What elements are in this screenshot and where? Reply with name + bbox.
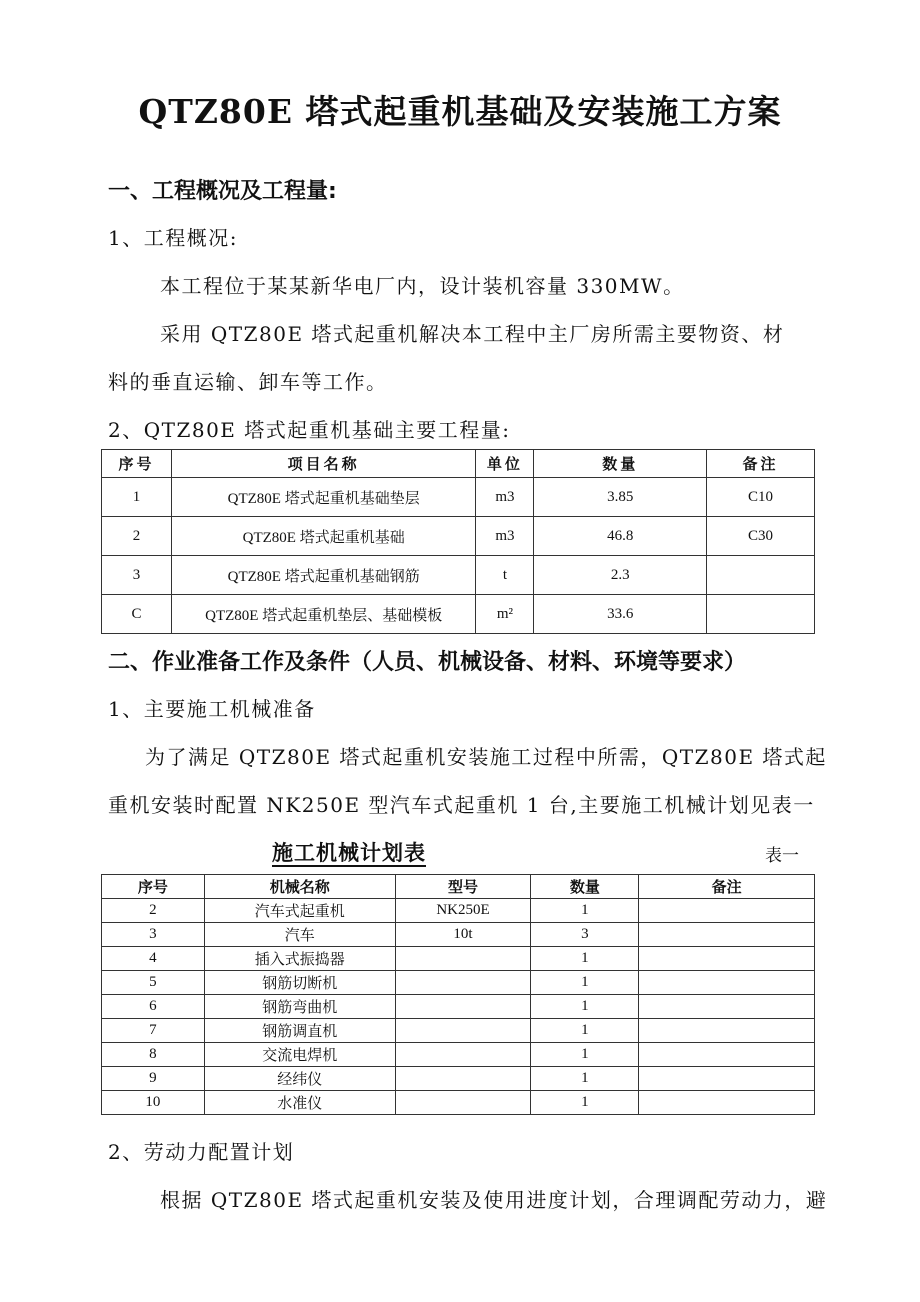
cell-model (395, 1091, 531, 1115)
cell-remark (639, 1067, 815, 1091)
paragraph-machinery-line-1: 为了满足 QTZ80E 塔式起重机安装施工过程中所需，QTZ80E 塔式起 (145, 745, 827, 769)
col-header-item: 项目名称 (171, 450, 476, 478)
cell-machine-name: 钢筋弯曲机 (204, 995, 395, 1019)
cell-index: 8 (102, 1043, 205, 1067)
paragraph-usage-line-1: 采用 QTZ80E 塔式起重机解决本工程中主厂房所需主要物资、材 (160, 322, 785, 346)
cell-remark (639, 923, 815, 947)
table-row (102, 478, 815, 517)
col-header-machine-name: 机械名称 (204, 875, 395, 899)
cell-index: 9 (102, 1067, 205, 1091)
cell-remark (707, 595, 815, 634)
machine-plan-table (101, 874, 815, 1115)
col-header-remark: 备注 (707, 450, 815, 478)
cell-quantity: 46.8 (534, 517, 707, 556)
cell-model (395, 1067, 531, 1091)
table-row (102, 899, 815, 923)
col-header-quantity: 数量 (534, 450, 707, 478)
cell-index: 5 (102, 971, 205, 995)
cell-quantity: 1 (531, 899, 639, 923)
cell-unit: t (476, 556, 534, 595)
cell-machine-name: 插入式振捣器 (204, 947, 395, 971)
subsection-1-1-heading: 1、工程概况: (108, 226, 238, 250)
col-header-unit: 单位 (476, 450, 534, 478)
col-header-remark: 备注 (639, 875, 815, 899)
table-row (102, 1091, 815, 1115)
table-header-row (102, 450, 815, 478)
table-row (102, 947, 815, 971)
cell-quantity: 1 (531, 1019, 639, 1043)
table-row (102, 556, 815, 595)
table-row (102, 995, 815, 1019)
cell-quantity: 1 (531, 1043, 639, 1067)
cell-model: NK250E (395, 899, 531, 923)
cell-remark (639, 971, 815, 995)
col-header-index: 序号 (102, 875, 205, 899)
document-title: QTZ80E 塔式起重机基础及安装施工方案 (138, 92, 782, 131)
table-row (102, 923, 815, 947)
cell-model (395, 971, 531, 995)
cell-remark (639, 1091, 815, 1115)
cell-remark: C30 (707, 517, 815, 556)
cell-quantity: 33.6 (534, 595, 707, 634)
cell-remark (707, 556, 815, 595)
cell-machine-name: 经纬仪 (204, 1067, 395, 1091)
col-header-model: 型号 (395, 875, 531, 899)
subsection-1-2-heading: 2、QTZ80E 塔式起重机基础主要工程量: (108, 418, 511, 442)
cell-remark (639, 899, 815, 923)
table-row (102, 595, 815, 634)
cell-remark (639, 995, 815, 1019)
cell-quantity: 1 (531, 1067, 639, 1091)
cell-quantity: 3 (531, 923, 639, 947)
section-1-heading: 一、工程概况及工程量: (108, 179, 337, 204)
cell-remark (639, 1043, 815, 1067)
cell-index: 6 (102, 995, 205, 1019)
cell-unit: m² (476, 595, 534, 634)
cell-machine-name: 汽车式起重机 (204, 899, 395, 923)
cell-model (395, 1043, 531, 1067)
table-row (102, 1067, 815, 1091)
cell-item: QTZ80E 塔式起重机基础 (171, 517, 476, 556)
cell-item: QTZ80E 塔式起重机基础垫层 (171, 478, 476, 517)
cell-index: 1 (102, 478, 172, 517)
cell-item: QTZ80E 塔式起重机垫层、基础模板 (171, 595, 476, 634)
table-row (102, 1019, 815, 1043)
cell-machine-name: 汽车 (204, 923, 395, 947)
cell-index: 7 (102, 1019, 205, 1043)
cell-index: 2 (102, 517, 172, 556)
table-row (102, 517, 815, 556)
cell-model (395, 947, 531, 971)
cell-quantity: 1 (531, 971, 639, 995)
cell-quantity: 1 (531, 995, 639, 1019)
col-header-quantity: 数量 (531, 875, 639, 899)
cell-quantity: 1 (531, 1091, 639, 1115)
cell-machine-name: 钢筋调直机 (204, 1019, 395, 1043)
cell-index: 3 (102, 556, 172, 595)
cell-model (395, 1019, 531, 1043)
cell-index: 10 (102, 1091, 205, 1115)
table-header-row (102, 875, 815, 899)
cell-remark (639, 947, 815, 971)
cell-machine-name: 交流电焊机 (204, 1043, 395, 1067)
cell-quantity: 1 (531, 947, 639, 971)
cell-unit: m3 (476, 517, 534, 556)
cell-index: 2 (102, 899, 205, 923)
col-header-index: 序号 (102, 450, 172, 478)
quantities-table (101, 449, 815, 634)
cell-machine-name: 水准仪 (204, 1091, 395, 1115)
cell-model: 10t (395, 923, 531, 947)
subsection-2-1-heading: 1、主要施工机械准备 (108, 697, 316, 721)
paragraph-machinery-line-2: 重机安装时配置 NK250E 型汽车式起重机 1 台,主要施工机械计划见表一 (108, 793, 815, 817)
cell-unit: m3 (476, 478, 534, 517)
machine-table-tag: 表一 (765, 846, 799, 866)
cell-quantity: 2.3 (534, 556, 707, 595)
cell-remark: C10 (707, 478, 815, 517)
cell-machine-name: 钢筋切断机 (204, 971, 395, 995)
table-row (102, 971, 815, 995)
cell-item: QTZ80E 塔式起重机基础钢筋 (171, 556, 476, 595)
cell-quantity: 3.85 (534, 478, 707, 517)
paragraph-overview: 本工程位于某某新华电厂内，设计装机容量 330MW。 (160, 274, 685, 298)
cell-remark (639, 1019, 815, 1043)
cell-index: C (102, 595, 172, 634)
cell-model (395, 995, 531, 1019)
table-row (102, 1043, 815, 1067)
paragraph-labor-line-1: 根据 QTZ80E 塔式起重机安装及使用进度计划，合理调配劳动力，避 (160, 1188, 828, 1212)
cell-index: 4 (102, 947, 205, 971)
machine-table-caption: 施工机械计划表 (272, 841, 426, 865)
paragraph-usage-line-2: 料的垂直运输、卸车等工作。 (108, 370, 388, 394)
subsection-2-2-heading: 2、劳动力配置计划 (108, 1140, 295, 1164)
cell-index: 3 (102, 923, 205, 947)
section-2-heading: 二、作业准备工作及条件（人员、机械设备、材料、环境等要求） (108, 650, 747, 675)
